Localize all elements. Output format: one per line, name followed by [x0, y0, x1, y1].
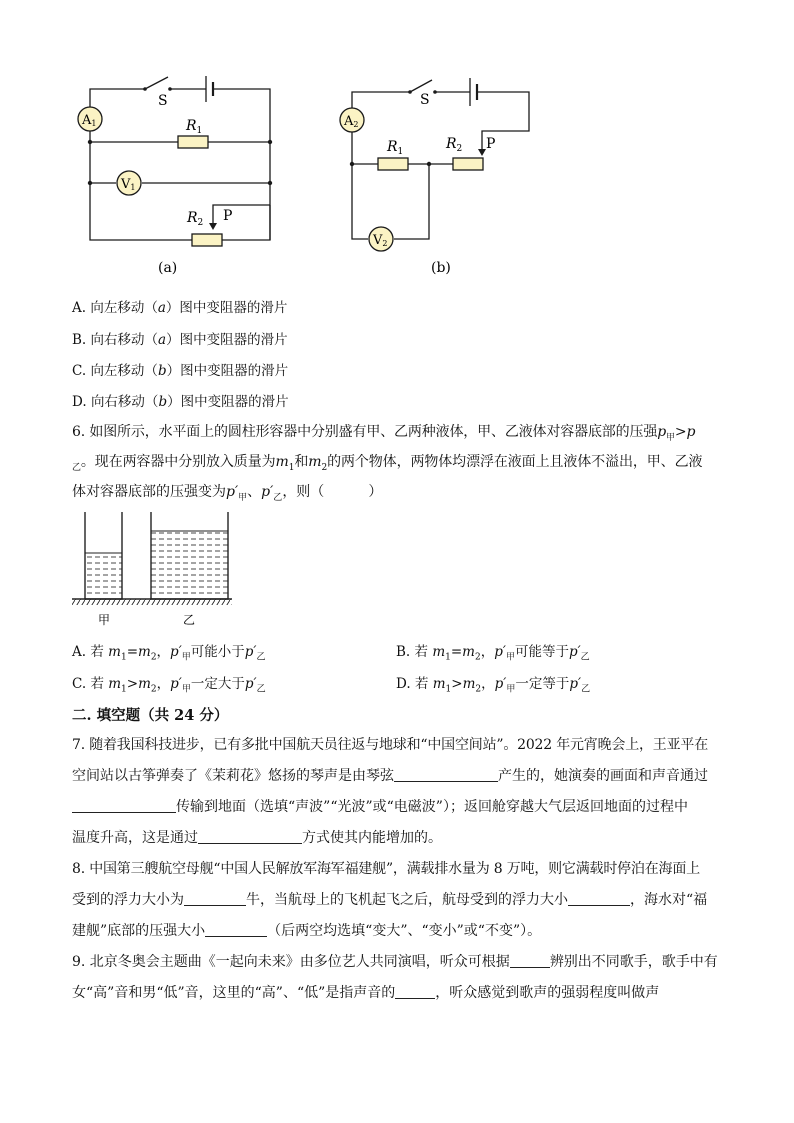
resistor-r1: [178, 136, 208, 148]
option-c[interactable]: C. 若 $m_1>m_2$，$p'_甲$一定大于$p'_乙$: [72, 676, 266, 695]
section-heading: 二. 填空题（共 24 分）: [72, 707, 229, 724]
svg-text:V1: V1: [121, 177, 136, 192]
answer-blank[interactable]: [394, 767, 498, 782]
question-7-line-3: 传输到地面（选填“声波”“光波”或“电磁波”）；返回舱穿越大气层返回地面的过程中: [72, 797, 688, 817]
svg-text:P: P: [223, 208, 233, 224]
question-7-line-1: 7. 随着我国科技进步，已有多批中国航天员往返与地球和“中国空间站”。2022 年元宵晚会上，王亚平在: [72, 737, 708, 753]
question-8-line-2: 受到的浮力大小为 牛，当航母上的飞机起飞之后，航母受到的浮力大小 ，海水对“福: [72, 892, 708, 908]
svg-text:R2: $R_2$: [187, 210, 204, 228]
question-8-line-1: 8. 中国第三艘航空母舰“中国人民解放军海军福建舰”，满载排水量为 8 万吨，则它满载时停泊在海面上: [72, 861, 700, 877]
liquid-yi: [151, 531, 228, 599]
svg-text:P: P: [486, 136, 496, 152]
question-6-line-3: 体对容器底部的压强变为$p'_甲$、$p'_乙$，则（ ）: [72, 484, 383, 503]
answer-blank[interactable]: [510, 953, 550, 968]
answer-blank[interactable]: [205, 922, 267, 937]
label-jia: 甲: [98, 613, 111, 627]
resistor-r2: [192, 234, 222, 246]
answer-blank[interactable]: [198, 829, 302, 844]
answer-blank[interactable]: [72, 798, 176, 813]
option-a[interactable]: A. 向左移动（a）图中变阻器的滑片: [72, 300, 288, 316]
question-7-line-4: 温度升高，这是通过 方式使其内能增加的。: [72, 830, 442, 846]
question-9-line-2: 女“高”音和男“低”音，这里的“高”、“低”是指声音的 ，听众感觉到歌声的强弱程度叫做声: [72, 985, 660, 1001]
svg-text:V2: V2: [373, 233, 388, 248]
question-9-line-1: 9. 北京冬奥会主题曲《一起向未来》由多位艺人共同演唱，听众可根据 辨别出不同歌手，歌手中有: [72, 954, 718, 970]
svg-text:A2: A2: [344, 114, 359, 129]
slider-arrow: [478, 149, 486, 156]
option-d[interactable]: D. 向右移动（b）图中变阻器的滑片: [72, 394, 289, 410]
option-b[interactable]: B. 若 $m_1=m_2$，$p'_甲$可能等于$p'_乙$: [396, 644, 590, 663]
caption-a: (a): [158, 260, 178, 276]
answer-blank[interactable]: [184, 891, 246, 906]
svg-text:S: S: [420, 92, 430, 108]
svg-text:S: S: [158, 93, 168, 109]
svg-text:R2: $R_2$: [446, 136, 463, 154]
question-7-line-2: 空间站以古筝弹奏了《茉莉花》悠扬的琴声是由琴弦 产生的，她演奏的画面和声音通过: [72, 768, 708, 784]
option-b[interactable]: B. 向右移动（a）图中变阻器的滑片: [72, 332, 288, 348]
liquid-jia: [85, 553, 122, 599]
ground-hatch: [72, 599, 232, 605]
liquid-containers-figure: [70, 512, 240, 632]
answer-blank[interactable]: [568, 891, 630, 906]
caption-b: (b): [431, 260, 451, 276]
option-c[interactable]: C. 向左移动（b）图中变阻器的滑片: [72, 363, 289, 379]
svg-text:R1: $R_1$: [387, 139, 404, 157]
circuit-diagram-a: [70, 60, 290, 280]
option-a[interactable]: A. 若 $m_1=m_2$，$p'_甲$可能小于$p'_乙$: [72, 644, 266, 663]
svg-text:R1: $R_1$: [186, 118, 203, 136]
switch-blade: [145, 77, 168, 89]
svg-text:A1: A1: [82, 113, 97, 128]
question-6-line-2: $_乙$。现在两容器中分别放入质量为$m_1$和$m_2$的两个物体，两物体均漂浮在液面上且液体不溢出，甲、乙液: [72, 454, 703, 473]
resistor-r1: [378, 158, 408, 170]
question-6-line-1: 6. 如图所示，水平面上的圆柱形容器中分别盛有甲、乙两种液体，甲、乙液体对容器底部的压强$p_甲>p$: [72, 424, 696, 443]
label-yi: 乙: [183, 613, 196, 627]
question-8-line-3: 建舰”底部的压强大小 （后两空均选填“变大”、“变小”或“不变”）。: [72, 923, 542, 939]
slider-arrow: [209, 223, 217, 230]
option-d[interactable]: D. 若 $m_1>m_2$，$p'_甲$一定等于$p'_乙$: [396, 676, 591, 695]
resistor-r2: [453, 158, 483, 170]
switch-blade: [410, 80, 432, 92]
answer-blank[interactable]: [395, 984, 435, 999]
circuit-diagram-b: [330, 60, 550, 280]
